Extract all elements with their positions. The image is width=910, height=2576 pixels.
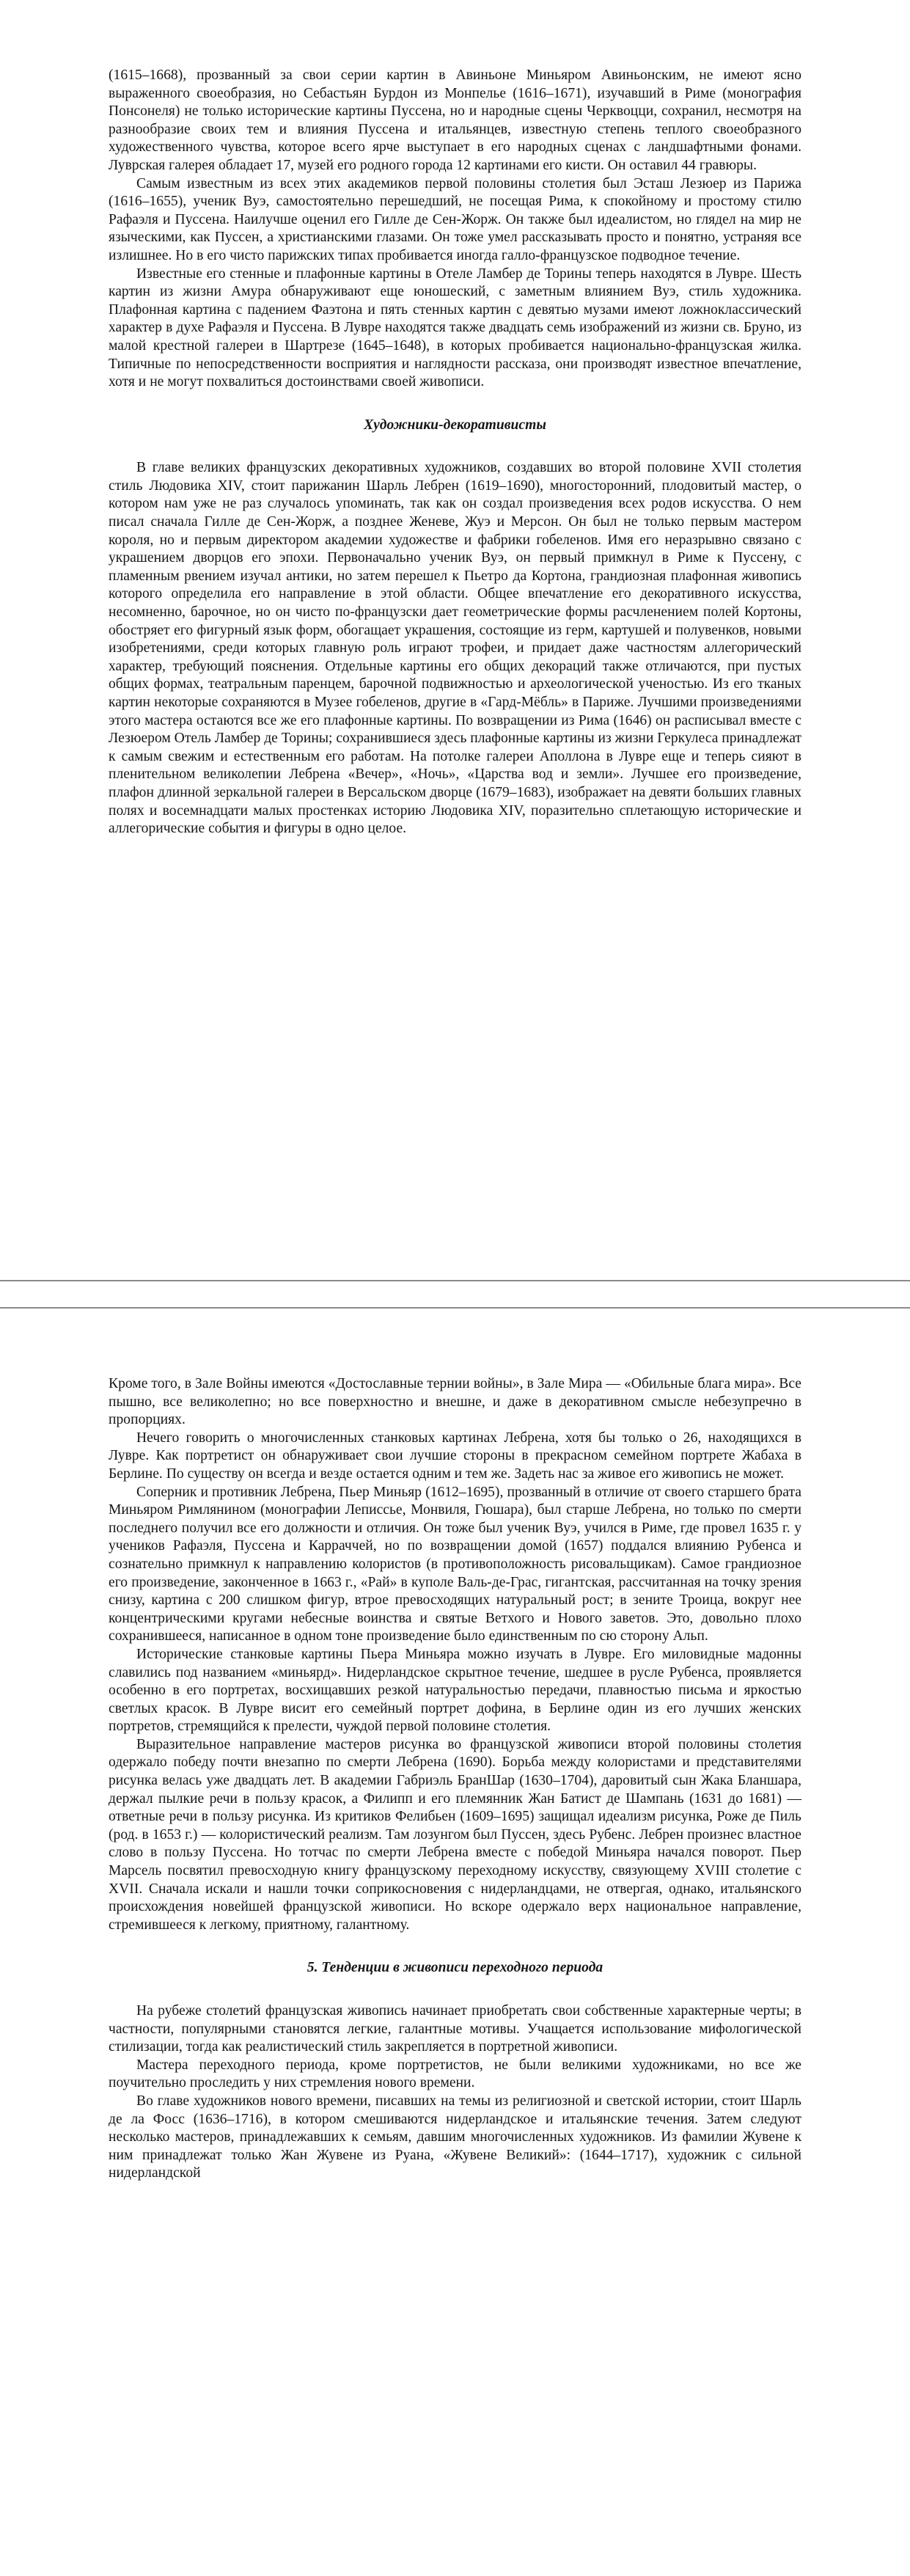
paragraph: Исторические станковые картины Пьера Миньяра можно изучать в Лувре. Его миловидные мадонны славились под названием «миньярд». Нидерландское скрытное течение, шедшее в русле Рубенса, проявляется особенно в его портретах, восхищавших резкой натуральностью передачи, плавностью письма и яркостью светлых красок. В Лувре висит его семейный портрет дофина, в Берлине один из его лучших женских портретов, стремящийся к прелести, чуждой первой половине столетия.: [109, 1646, 801, 1735]
page-2-text-column: [109, 1375, 801, 2183]
paragraph: Нечего говорить о многочисленных станковых картинах Лебрена, хотя бы только о 26, находящихся в Лувре. Как портретист он обнаруживает свои лучшие стороны в прекрасном семейном портрете Жабаха в Берлине. По существу он всегда и везде остается одним и тем же. Задеть нас за живое его живопись не может.: [109, 1430, 801, 1482]
paragraph: Выразительное направление мастеров рисунка во французской живописи второй половины столетия одержало победу почти внезапно по смерти Лебрена (1690). Борьба между колористами и представителями рисунка велась уже двадцать лет. В академии Габриэль БранШар (1630–1704), даровитый сын Жака Бланшара, держал пылкие речи в пользу красок, а Филипп и его племянник Жан Батист де Шампань (1631 до 1681) — ответные речи в пользу рисунка. Из критиков Фелибьен (1609–1695) защищал идеализм рисунка, Роже де Пиль (род. в 1653 г.) — колористический реализм. Там лозунгом был Пуссен, здесь Рубенс. Лебрен произнес властное слово в пользу Пуссена. Но тотчас по смерти Лебрена вместе с победой Миньяра начался поворот. Пьер Марсель посвятил превосходную книгу французскому переходному искусству, связующему XVIII столетие с XVII. Сначала искали и нашли точки соприкосновения с нидерландцами, не отвергая, однако, итальянского происхождения новейшей французской живописи. Но вскоре одержало верх национальное направление, стремившееся к легкому, приятному, галантному.: [109, 1736, 801, 1933]
paragraph: (1615–1668), прозванный за свои серии картин в Авиньоне Миньяром Авиньонским, не имеют ясно выраженного своеобразия, но Себастьян Бурдон из Монпелье (1616–1671), изучавший в Риме (монография Понсонеля) не только исторические картины Пуссена, но и народные сцены Черквоцци, сохранил, несмотря на разнообразие своих тем и влияния Пуссена и итальянцев, известную степень теплого своеобразного художественного чувства, которое всего ярче выступает в его народных сценах с ландшафтными фонами. Луврская галерея обладает 17, музей его родного города 12 картинами его кисти. Он оставил 44 гравюры.: [109, 67, 801, 173]
document-page-1: [0, 0, 910, 1280]
paragraph: Мастера переходного периода, кроме портретистов, не были великими художниками, но все же поучительно проследить у них стремления нового времени.: [109, 2057, 801, 2091]
paragraph: Известные его стенные и плафонные картины в Отеле Ламбер де Торины теперь находятся в Лувре. Шесть картин из жизни Амура обнаруживают еще юношеский, с заметным влиянием Вуэ, стиль художника. Плафонная картина с падением Фаэтона и пять стенных картин с девятью музами имеют ложноклассический характер в духе Рафаэля и Пуссена. В Лувре находятся также двадцать семь изображений из жизни св. Бруно, из малой крестной галереи в Шартрезе (1645–1648), в которых пробивается национально-французская жилка. Типичные по непосредственности восприятия и наглядности рассказа, они производят известное впечатление, хотя и не могут похвалиться достоинствами своей живописи.: [109, 266, 801, 390]
paragraph: Самым известным из всех этих академиков первой половины столетия был Эсташ Лезюер из Парижа (1616–1655), ученик Вуэ, самостоятельно перешедший, не посещая Рима, к спокойному и простому стилю Рафаэля и Пуссена. Наилучше оценил его Гилле де Сен-Жорж. Он также был идеалистом, но глядел на мир не языческими, как Пуссен, а христианскими глазами. Он тоже умел рассказывать просто и понятно, устраняя все излишнее. Но в его чисто парижских типах пробивается иногда галло-французское подводное течение.: [109, 175, 801, 263]
page-separator: [0, 1280, 910, 1309]
paragraph: В главе великих французских декоративных художников, создавших во второй половине XVII столетия стиль Людовика XIV, стоит парижанин Шарль Лебрен (1619–1690), многосторонний, плодовитый мастер, о котором нам уже не раз случалось упоминать, так как он создал произведения всех родов искусства. О нем писал сначала Гилле де Сен-Жорж, а позднее Женеве, Жуэ и Мерсон. Он был не только первым мастером короля, но и первым директором академии художестве и фабрики гобеленов. Имя его неразрывно связано с украшением дворцов его эпохи. Первоначально ученик Вуэ, он первый примкнул в Риме к Пуссену, с пламенным рвением изучал антики, но затем перешел к Пьетро да Кортона, грандиозная плафонная живопись которого определила его направление в этой области. Общее впечатление его декоративного искусства, несомненно, барочное, но он чисто по-французски дает геометрические формы расчленением полей Кортоны, обостряет его фигурный язык форм, обогащает украшения, состоящие из герм, картушей и полувенков, новыми изобретениями, среди которых главную роль играют трофеи, и придает даже частностям аллегорический характер, требующий пояснения. Отдельные картины его общих декораций также отличаются, при пустых общих формах, театральным паренцем, барочной подвижностью и археологической ученостью. Из его тканых картин некоторые сохраняются в Музее гобеленов, другие в «Гард-Мёбль» в Париже. Лучшими произведениями этого мастера остаются все же его плафонные картины. По возвращении из Рима (1646) он расписывал вместе с Лезюером Отель Ламбер де Торины; сохранившиеся здесь плафонные картины из жизни Геркулеса принадлежат к самым свежим и естественным его работам. На потолке галереи Аполлона в Лувре еще и теперь сияют в пленительном великолепии Лебрена «Вечер», «Ночь», «Царства вод и земли». Лучшее его произведение, плафон длинной зеркальной галереи в Версальском дворце (1679–1683), изображает на девяти больших главных полях и восемнадцати малых простенках историю Людовика XIV, поразительно сплетающую исторические и аллегорические события и фигуры в одно целое.: [109, 460, 801, 837]
paragraph: Соперник и противник Лебрена, Пьер Миньяр (1612–1695), прозванный в отличие от своего старшего брата Миньяром Римлянином (монографии Леписсье, Монвиля, Гюшара), был старше Лебрена, но только по смерти последнего получил все его должности и отличия. Он тоже был ученик Вуэ, учился в Риме, где провел 1635 г. у учеников Рафаэля, Пуссена и Карраччей, но по возвращении домой (1657) поддался влиянию Рубенса и сознательно примкнул к направлению колористов (в противоположность рисовальщикам). Самое грандиозное его произведение, законченное в 1663 г., «Рай» в куполе Валь-де-Грас, гигантская, рассчитанная на точку зрения снизу, картина с 200 слишком фигур, втрое превосходящих натуральный рост; в зените Троица, вокруг нее концентрическими кругами небесные воинства и святые Ветхого и Нового заветов. Это, довольно плохо сохранившееся, написанное в одном тоне произведение было единственным по сю сторону Альп.: [109, 1484, 801, 1644]
paragraph: На рубеже столетий французская живопись начинает приобретать свои собственные характерные черты; в частности, популярными становятся легкие, галантные мотивы. Учащается использование мифологической стилизации, тогда как реалистический стиль закрепляется в портретной живописи.: [109, 2003, 801, 2055]
page-1-text-column: [109, 67, 801, 838]
document-page-2: [0, 1309, 910, 2576]
section-heading: Художники-декоративисты: [364, 417, 546, 433]
section-heading: 5. Тенденции в живописи переходного периода: [307, 1960, 603, 1976]
paragraph: Кроме того, в Зале Войны имеются «Достославные тернии войны», в Зале Мира — «Обильные блага мира». Все пышно, все великолепно; но все поверхностно и внешне, и даже в декоративном смысле небезупречно в пропорциях.: [109, 1376, 801, 1428]
paragraph: Во главе художников нового времени, писавших на темы из религиозной и светской истории, стоит Шарль де ла Фосс (1636–1716), в котором смешиваются нидерландское и итальянские течения. Затем следуют несколько мастеров, принадлежавших к семьям, давшим многочисленных художников. Из фамилии Жувене к ним принадлежат только Жан Жувене из Руана, «Жувене Великий»: (1644–1717), художник с сильной нидерландской: [109, 2093, 801, 2181]
